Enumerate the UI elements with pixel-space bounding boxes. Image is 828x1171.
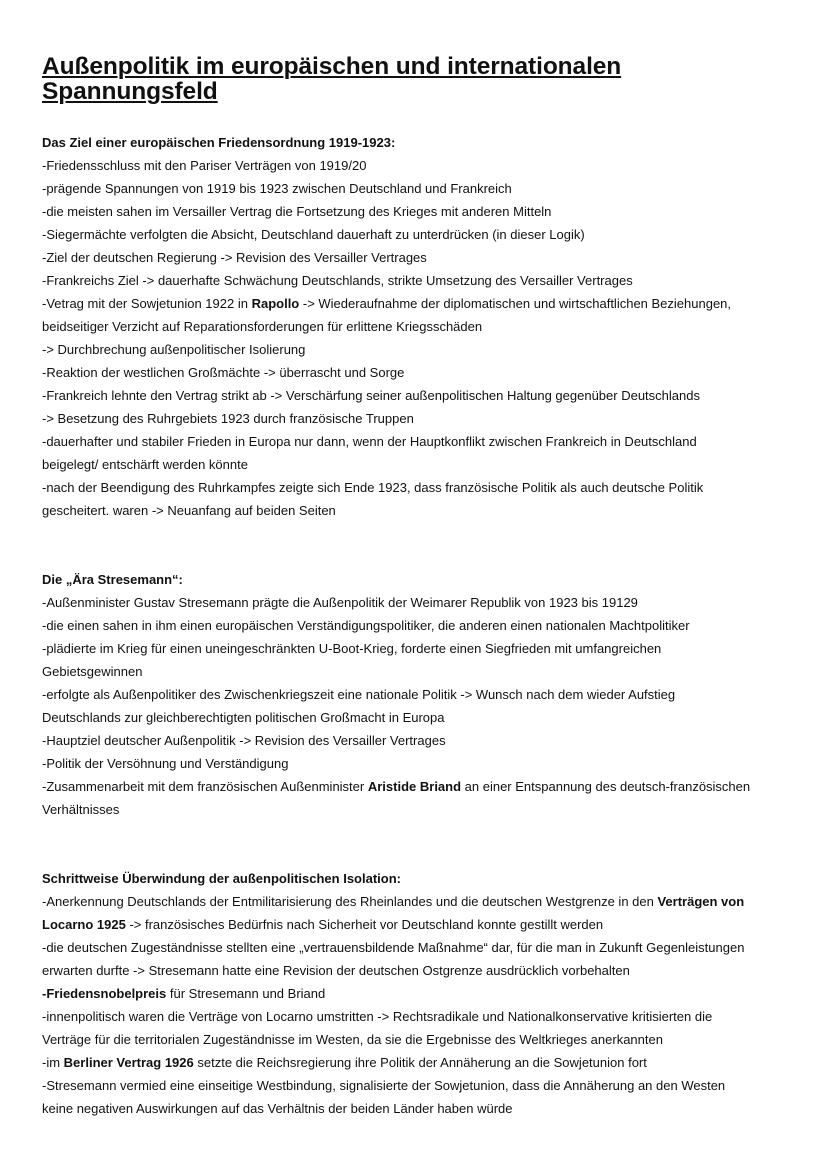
line-text: -die einen sahen in ihm einen europäischen Verständigungspolitiker, die anderen einen nationalen Machtpolitiker bbox=[42, 618, 690, 633]
text-line bbox=[42, 982, 802, 1005]
section-aera-stresemann bbox=[42, 568, 802, 821]
section-lines bbox=[42, 890, 802, 1120]
line-text: -Friedensschluss mit den Pariser Verträgen von 1919/20 bbox=[42, 158, 367, 173]
line-text: -plädierte im Krieg für einen uneingeschränkten U-Boot-Krieg, forderte einen Siegfrieden mit umfangreichen bbox=[42, 641, 662, 656]
line-text: -Vetrag mit der Sowjetunion 1922 in bbox=[42, 296, 252, 311]
text-line bbox=[42, 913, 802, 936]
text-line bbox=[42, 683, 802, 706]
line-text: beidseitiger Verzicht auf Reparationsforderungen für erlittene Kriegsschäden bbox=[42, 319, 483, 334]
document-title: Außenpolitik im europäischen und internationalen Spannungsfeld bbox=[42, 53, 622, 105]
line-text: -Anerkennung Deutschlands der Entmilitarisierung des Rheinlandes und die deutschen Westgrenze in den bbox=[42, 894, 658, 909]
text-line bbox=[42, 154, 802, 177]
section-isolation bbox=[42, 867, 802, 1120]
line-text: -innenpolitisch waren die Verträge von Locarno umstritten -> Rechtsradikale und Nationalkonservative kritisierten die bbox=[42, 1009, 713, 1024]
text-line bbox=[42, 246, 802, 269]
line-text: -nach der Beendigung des Ruhrkampfes zeigte sich Ende 1923, dass französische Politik als auch deutsche Politik bbox=[42, 480, 704, 495]
section-heading: Die „Ära Stresemann“: bbox=[42, 572, 183, 587]
line-text: -die meisten sahen im Versailler Vertrag die Fortsetzung des Krieges mit anderen Mitteln bbox=[42, 204, 552, 219]
line-text: setzte die Reichsregierung ihre Politik der Annäherung an die Sowjetunion fort bbox=[193, 1055, 647, 1070]
line-text: Deutschlands zur gleichberechtigten politischen Großmacht in Europa bbox=[42, 710, 445, 725]
line-text: für Stresemann und Briand bbox=[166, 986, 326, 1001]
section-heading: Das Ziel einer europäischen Friedensordnung 1919-1923: bbox=[42, 135, 396, 150]
line-text: Verträge für die territorialen Zugeständnisse im Westen, da sie die Ergebnisse des Weltkrieges anerkannten bbox=[42, 1032, 663, 1047]
line-text: -Hauptziel deutscher Außenpolitik -> Revision des Versailler Vertrages bbox=[42, 733, 446, 748]
line-text: an einer Entspannung des deutsch-französischen bbox=[461, 779, 751, 794]
line-text: -Stresemann vermied eine einseitige Westbindung, signalisierte der Sowjetunion, dass die Annäherung an den Westen bbox=[42, 1078, 726, 1093]
text-line bbox=[42, 1097, 802, 1120]
text-line bbox=[42, 384, 802, 407]
text-line bbox=[42, 798, 802, 821]
line-text: -die deutschen Zugeständnisse stellten eine „vertrauensbildende Maßnahme“ dar, für die man in Zukunft Gegenleistungen bbox=[42, 940, 745, 955]
text-line bbox=[42, 614, 802, 637]
text-line bbox=[42, 729, 802, 752]
text-line bbox=[42, 936, 802, 959]
text-line bbox=[42, 706, 802, 729]
text-line bbox=[42, 177, 802, 200]
section-lines bbox=[42, 154, 802, 522]
line-text: -Frankreich lehnte den Vertrag strikt ab -> Verschärfung seiner außenpolitischen Haltung gegenüber Deutschlands bbox=[42, 388, 700, 403]
line-text: erwarten durfte -> Stresemann hatte eine Revision der deutschen Ostgrenze ausdrücklich vorbehalten bbox=[42, 963, 630, 978]
bold-term: Aristide Briand bbox=[367, 779, 462, 794]
text-line bbox=[42, 315, 802, 338]
text-line bbox=[42, 269, 802, 292]
text-line bbox=[42, 361, 802, 384]
line-text: gescheitert. waren -> Neuanfang auf beiden Seiten bbox=[42, 503, 336, 518]
text-line bbox=[42, 1005, 802, 1028]
line-text: keine negativen Auswirkungen auf das Verhältnis der beiden Länder haben würde bbox=[42, 1101, 513, 1116]
line-text: -Zusammenarbeit mit dem französischen Außenminister bbox=[42, 779, 368, 794]
text-line bbox=[42, 200, 802, 223]
text-line bbox=[42, 591, 802, 614]
line-text: -> Durchbrechung außenpolitischer Isolierung bbox=[42, 342, 306, 357]
text-line bbox=[42, 1051, 802, 1074]
line-text: -dauerhafter und stabiler Frieden in Europa nur dann, wenn der Hauptkonflikt zwischen Frankreich in Deutschland bbox=[42, 434, 697, 449]
text-line bbox=[42, 499, 802, 522]
text-line bbox=[42, 660, 802, 683]
document-page bbox=[42, 54, 802, 1120]
line-text: -erfolgte als Außenpolitiker des Zwischenkriegszeit eine nationale Politik -> Wunsch nach dem wieder Aufstieg bbox=[42, 687, 676, 702]
line-text: -Politik der Versöhnung und Verständigung bbox=[42, 756, 289, 771]
line-text: -im bbox=[42, 1055, 64, 1070]
section-friedensordnung bbox=[42, 131, 802, 522]
line-text: -> französisches Bedürfnis nach Sicherheit vor Deutschland konnte gestillt werden bbox=[125, 917, 604, 932]
text-line bbox=[42, 223, 802, 246]
section-heading: Schrittweise Überwindung der außenpolitischen Isolation: bbox=[42, 871, 401, 886]
section-lines bbox=[42, 591, 802, 821]
bold-term: Verträgen von bbox=[657, 894, 745, 909]
bold-term: -Friedensnobelpreis bbox=[42, 986, 167, 1001]
line-text: -> Wiederaufnahme der diplomatischen und wirtschaftlichen Beziehungen, bbox=[299, 296, 732, 311]
text-line bbox=[42, 476, 802, 499]
bold-term: Berliner Vertrag 1926 bbox=[63, 1055, 194, 1070]
text-line bbox=[42, 338, 802, 361]
line-text: -Ziel der deutschen Regierung -> Revision des Versailler Vertrages bbox=[42, 250, 427, 265]
bold-term: Locarno 1925 bbox=[42, 917, 126, 932]
text-line bbox=[42, 959, 802, 982]
text-line bbox=[42, 430, 802, 453]
text-line bbox=[42, 890, 802, 913]
text-line bbox=[42, 407, 802, 430]
text-line bbox=[42, 752, 802, 775]
line-text: -Reaktion der westlichen Großmächte -> überrascht und Sorge bbox=[42, 365, 405, 380]
text-line bbox=[42, 1074, 802, 1097]
line-text: -Außenminister Gustav Stresemann prägte die Außenpolitik der Weimarer Republik von 1923 bis 19129 bbox=[42, 595, 638, 610]
text-line bbox=[42, 453, 802, 476]
line-text: -> Besetzung des Ruhrgebiets 1923 durch französische Truppen bbox=[42, 411, 414, 426]
text-line bbox=[42, 1028, 802, 1051]
text-line bbox=[42, 775, 802, 798]
text-line bbox=[42, 637, 802, 660]
line-text: Gebietsgewinnen bbox=[42, 664, 143, 679]
line-text: beigelegt/ entschärft werden könnte bbox=[42, 457, 248, 472]
bold-term: Rapollo bbox=[251, 296, 300, 311]
text-line bbox=[42, 292, 802, 315]
line-text: -Frankreichs Ziel -> dauerhafte Schwächung Deutschlands, strikte Umsetzung des Versailler Vertrages bbox=[42, 273, 633, 288]
line-text: -Siegermächte verfolgten die Absicht, Deutschland dauerhaft zu unterdrücken (in dieser Logik) bbox=[42, 227, 585, 242]
line-text: Verhältnisses bbox=[42, 802, 120, 817]
line-text: -prägende Spannungen von 1919 bis 1923 zwischen Deutschland und Frankreich bbox=[42, 181, 512, 196]
